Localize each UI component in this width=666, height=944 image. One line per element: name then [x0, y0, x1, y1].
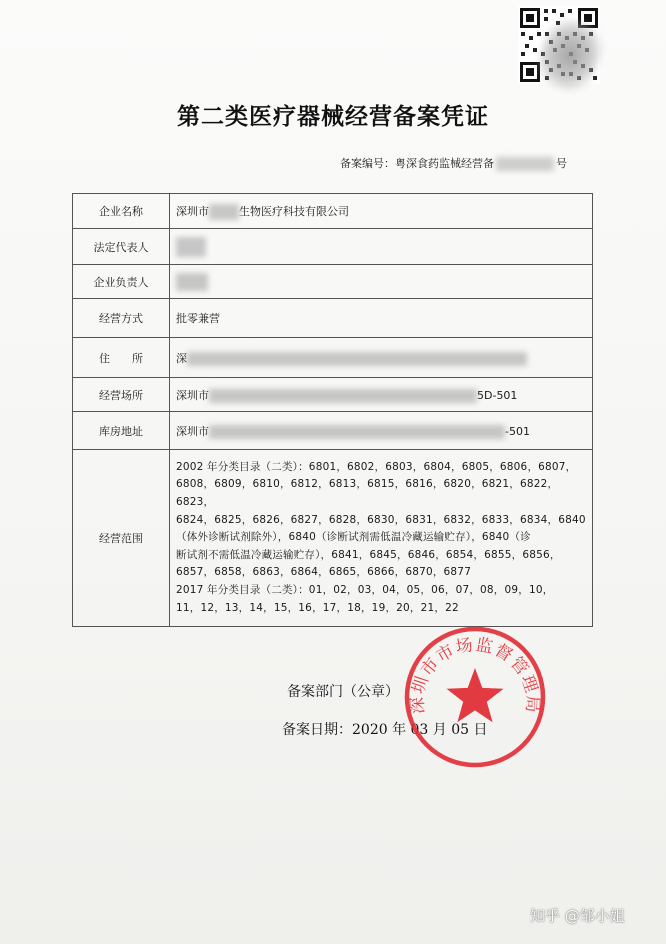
redacted-record-number: [496, 157, 554, 171]
scope-line: 6824，6825，6826，6827，6828，6830，6831，6832，6833，6834，6840: [176, 513, 586, 526]
value-suffix: 5D-501: [477, 388, 518, 402]
value-prefix: 深圳市: [176, 204, 209, 218]
filing-department: 备案部门（公章）: [287, 684, 399, 700]
row-label: 住 所: [73, 338, 170, 378]
redacted-text: [209, 425, 505, 439]
table-row: [73, 450, 593, 627]
value-suffix: 生物医疗科技有限公司: [239, 204, 349, 218]
row-label: 企业名称: [73, 194, 170, 229]
company-name: [170, 194, 593, 229]
business-premises: [170, 378, 593, 412]
value-suffix: -501: [505, 424, 530, 438]
legal-representative: [170, 229, 593, 265]
table-row: [73, 378, 593, 412]
record-number-label: 备案编号：粤深食药监械经营备: [340, 157, 494, 170]
person-in-charge: [170, 265, 593, 299]
seal-text: 深圳市市场监督管理局: [407, 635, 543, 715]
redacted-text: [209, 389, 477, 403]
table-row: [73, 265, 593, 299]
redacted-text: [209, 204, 239, 220]
redacted-text: [187, 352, 527, 366]
document-title: 第二类医疗器械经营备案凭证: [177, 104, 489, 130]
scope-line: 6808，6809，6810，6812，6813，6815，6816，6820，6821，6822，6823，: [176, 478, 559, 509]
value-prefix: 深: [176, 351, 187, 365]
domicile: [170, 338, 593, 378]
row-label: 企业负责人: [73, 265, 170, 299]
table-row: [73, 194, 593, 229]
record-number-suffix: 号: [556, 157, 567, 170]
scope-line: （体外诊断试剂除外），6840（诊断试剂需低温冷藏运输贮存），6840（诊: [176, 531, 531, 544]
scope-line: 6857，6858，6863，6864，6865，6866，6870，6877: [176, 566, 472, 579]
redacted-text: [176, 273, 208, 291]
table-row: [73, 338, 593, 378]
row-label: 法定代表人: [73, 229, 170, 265]
row-label: 经营范围: [73, 450, 170, 627]
filing-date: 备案日期：2020 年 03 月 05 日: [282, 722, 488, 738]
scope-line: 断试剂不需低温冷藏运输贮存），6841，6845，6846，6854，6855，6856，: [176, 548, 561, 561]
zhihu-watermark: 知乎 @邹小姐: [530, 907, 625, 925]
table-row: [73, 229, 593, 265]
scope-line: 2017 年分类目录（二类）：01，02，03，04，05，06，07，08，09，10，: [176, 583, 554, 596]
star-icon: [447, 668, 504, 722]
row-label: 经营方式: [73, 299, 170, 338]
table-row: [73, 299, 593, 338]
value-prefix: 批零兼营: [176, 312, 220, 325]
value-prefix: 深圳市: [176, 388, 209, 402]
business-scope: [170, 450, 593, 627]
info-table: [72, 193, 593, 627]
record-number: [340, 155, 567, 171]
business-mode: [170, 299, 593, 338]
warehouse-address: [170, 412, 593, 450]
scope-line: 2002 年分类目录（二类）：6801，6802，6803，6804，6805，6806，6807，: [176, 460, 577, 473]
row-label: 库房地址: [73, 412, 170, 450]
table-row: [73, 412, 593, 450]
row-label: 经营场所: [73, 378, 170, 412]
redacted-text: [176, 237, 206, 257]
official-seal: [402, 624, 548, 770]
scope-line: 11，12，13，14，15，16，17，18，19，20，21，22: [176, 601, 459, 614]
value-prefix: 深圳市: [176, 424, 209, 438]
